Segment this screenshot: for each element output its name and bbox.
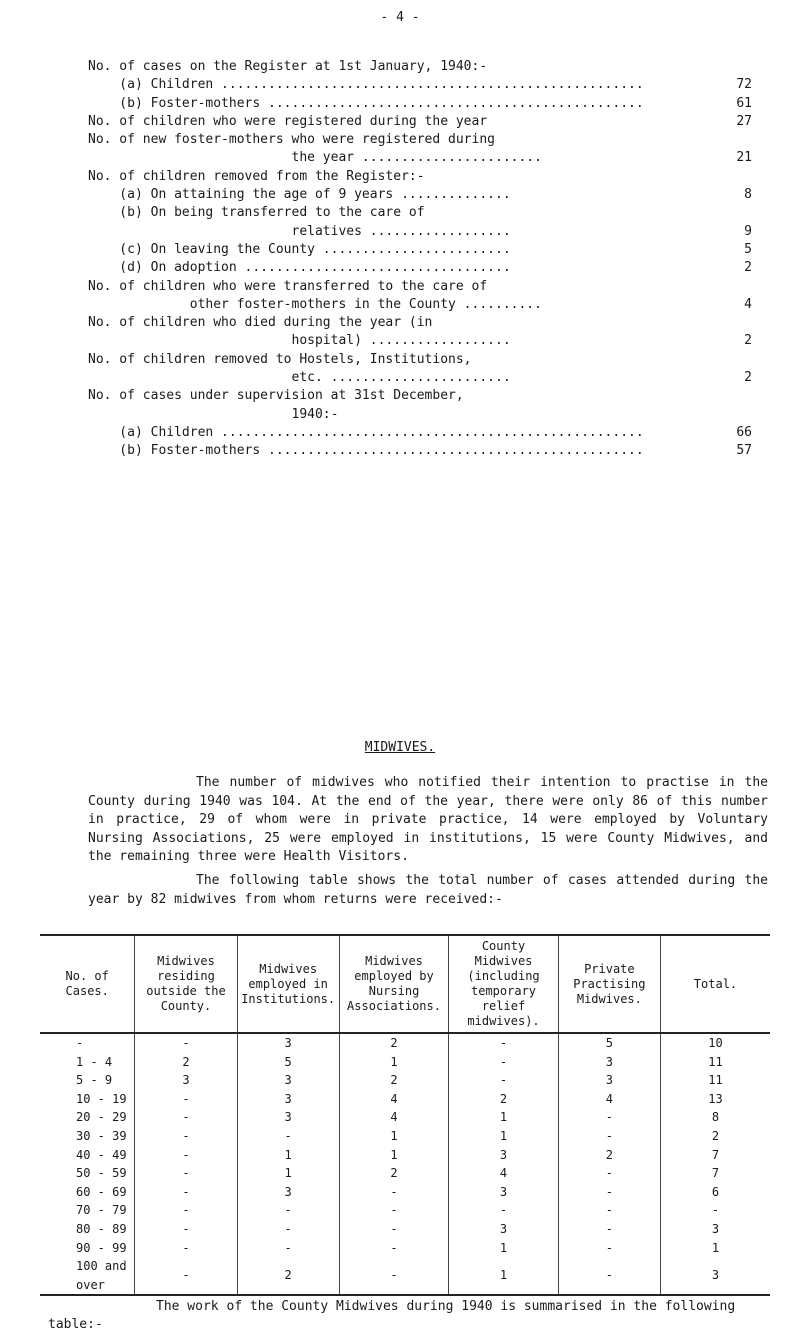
table-cell: - bbox=[449, 1053, 559, 1072]
register-value bbox=[722, 204, 752, 222]
register-value: 2 bbox=[744, 370, 752, 386]
register-value: 27 bbox=[736, 113, 752, 129]
table-cell: - bbox=[135, 1164, 237, 1183]
table-row bbox=[40, 1164, 770, 1183]
register-label: (b) On being transferred to the care of bbox=[88, 205, 425, 221]
register-value: 61 bbox=[736, 95, 752, 111]
register-row bbox=[88, 58, 752, 76]
row-label-cell: 90 - 99 bbox=[76, 1240, 127, 1255]
section-heading: MIDWIVES. bbox=[364, 740, 436, 755]
table-cell: - bbox=[449, 1033, 559, 1053]
row-label-cell: 10 - 19 bbox=[76, 1091, 127, 1106]
table-row bbox=[40, 1127, 770, 1146]
register-label: (a) Children ...................................................... bbox=[88, 424, 644, 440]
register-value: 4 bbox=[744, 296, 752, 312]
table-cell: - bbox=[558, 1220, 660, 1239]
row-label-cell: 30 - 39 bbox=[76, 1128, 127, 1143]
table-column-header: Midwives employed in Institutions. bbox=[237, 935, 339, 1033]
table-cell: 3 bbox=[237, 1033, 339, 1053]
register-value bbox=[722, 314, 752, 332]
table-cell: - bbox=[449, 1201, 559, 1220]
register-row bbox=[88, 168, 752, 186]
register-row bbox=[88, 314, 752, 332]
table-cell: 1 bbox=[449, 1257, 559, 1295]
register-label: (d) On adoption .................................. bbox=[88, 260, 511, 276]
register-value: 5 bbox=[744, 241, 752, 257]
table-cell: 1 bbox=[660, 1239, 770, 1258]
register-value: 8 bbox=[744, 187, 752, 203]
register-value: 9 bbox=[744, 223, 752, 239]
page-number: - 4 - bbox=[380, 10, 420, 25]
table-column-header: Midwives residing outside the County. bbox=[135, 935, 237, 1033]
table-cell: 3 bbox=[660, 1257, 770, 1295]
register-row bbox=[88, 369, 752, 387]
row-label-cell: 60 - 69 bbox=[76, 1184, 127, 1199]
cases-table bbox=[40, 934, 770, 1296]
table-cell: 2 bbox=[558, 1146, 660, 1165]
register-row bbox=[88, 204, 752, 222]
table-cell: 1 bbox=[339, 1053, 449, 1072]
table-cell: 3 bbox=[237, 1090, 339, 1109]
row-label-cell: - bbox=[76, 1036, 84, 1050]
register-row bbox=[88, 131, 752, 149]
table-cell: - bbox=[135, 1090, 237, 1109]
register-value: 2 bbox=[744, 260, 752, 276]
register-label: etc. ....................... bbox=[88, 370, 511, 386]
register-row bbox=[88, 387, 752, 405]
table-cell: - bbox=[339, 1201, 449, 1220]
table-cell: - bbox=[558, 1183, 660, 1202]
register-value: 66 bbox=[736, 424, 752, 440]
register-row bbox=[88, 113, 752, 131]
table-column-header: Private Practising Midwives. bbox=[558, 935, 660, 1033]
row-label-cell: 50 - 59 bbox=[76, 1166, 127, 1181]
table-row bbox=[40, 1146, 770, 1165]
table-cell: 3 bbox=[237, 1071, 339, 1090]
register-row bbox=[88, 406, 752, 424]
table-cell: - bbox=[237, 1201, 339, 1220]
table-cell: 4 bbox=[339, 1090, 449, 1109]
table-cell: 5 bbox=[237, 1053, 339, 1072]
register-row bbox=[88, 223, 752, 241]
table-cell: 6 bbox=[660, 1183, 770, 1202]
table-cell: 1 bbox=[339, 1146, 449, 1165]
register-label: No. of new foster-mothers who were registered during bbox=[88, 132, 495, 148]
table-cell: - bbox=[339, 1220, 449, 1239]
register-label: (a) Children ...................................................... bbox=[88, 77, 644, 93]
table-cell: 2 bbox=[660, 1127, 770, 1146]
table-cell: 3 bbox=[558, 1071, 660, 1090]
table-cell: 7 bbox=[660, 1146, 770, 1165]
register-label: No. of children who died during the year (in bbox=[88, 315, 433, 331]
table-cell: - bbox=[558, 1239, 660, 1258]
register-value bbox=[722, 351, 752, 369]
table-cell: - bbox=[135, 1108, 237, 1127]
table-cell: - bbox=[135, 1033, 237, 1053]
table-row bbox=[40, 1201, 770, 1220]
table-cell: - bbox=[135, 1220, 237, 1239]
register-value bbox=[722, 168, 752, 186]
table-cell: 1 bbox=[237, 1164, 339, 1183]
table-cell: - bbox=[135, 1127, 237, 1146]
table-cell: - bbox=[449, 1071, 559, 1090]
table-cell: 4 bbox=[558, 1090, 660, 1109]
table-row bbox=[40, 1033, 770, 1053]
table-column-header: No. of Cases. bbox=[40, 935, 135, 1033]
table-cell: 3 bbox=[660, 1220, 770, 1239]
table-cell: 7 bbox=[660, 1164, 770, 1183]
row-label-cell: 1 - 4 bbox=[76, 1054, 113, 1069]
register-value: 72 bbox=[736, 77, 752, 93]
register-label: No. of children removed from the Register:- bbox=[88, 168, 425, 184]
table-cell: 3 bbox=[237, 1183, 339, 1202]
register-row bbox=[88, 259, 752, 277]
table-cell: - bbox=[135, 1146, 237, 1165]
table-cell: 1 bbox=[449, 1127, 559, 1146]
table-row bbox=[40, 1053, 770, 1072]
table-cell: 3 bbox=[449, 1220, 559, 1239]
register-label: 1940:- bbox=[88, 406, 339, 422]
table-cell: 8 bbox=[660, 1108, 770, 1127]
table-cell: 11 bbox=[660, 1053, 770, 1072]
register-label: No. of cases on the Register at 1st January, 1940:- bbox=[88, 59, 488, 74]
table-cell: 2 bbox=[339, 1164, 449, 1183]
table-cell: - bbox=[558, 1127, 660, 1146]
register-row bbox=[88, 442, 752, 460]
table-cell: 3 bbox=[135, 1071, 237, 1090]
register-row bbox=[88, 296, 752, 314]
table-row bbox=[40, 1071, 770, 1090]
register-list bbox=[88, 58, 752, 461]
table-cell: 13 bbox=[660, 1090, 770, 1109]
register-row bbox=[88, 186, 752, 204]
table-body bbox=[40, 1033, 770, 1295]
table-column-header: Total. bbox=[660, 935, 770, 1033]
table-row bbox=[40, 1257, 770, 1295]
table-intro-paragraph: The following table shows the total number of cases attended during the year by 82 midwives from whom returns were received:- bbox=[88, 873, 768, 907]
register-row bbox=[88, 424, 752, 442]
register-value bbox=[722, 131, 752, 149]
register-value: 2 bbox=[744, 333, 752, 349]
table-cell: 3 bbox=[449, 1146, 559, 1165]
table-cell: 2 bbox=[449, 1090, 559, 1109]
row-label-cell: 5 - 9 bbox=[76, 1073, 113, 1088]
register-value bbox=[722, 278, 752, 296]
table-cell: 1 bbox=[339, 1127, 449, 1146]
midwives-paragraph: The number of midwives who notified their intention to practise in the County during 1940 was 104. At the end of the year, there were only 86 of this number in practice, 29 of whom were in private practice, 14 were employed by Voluntary Nursing Associations, 25 were employed in institutions, 15 were County Midwives, and the remaining three were Health Visitors. bbox=[88, 775, 768, 864]
table-cell: - bbox=[135, 1257, 237, 1295]
table-row bbox=[40, 1220, 770, 1239]
table-cell: - bbox=[339, 1257, 449, 1295]
table-cell: 2 bbox=[339, 1033, 449, 1053]
table-cell: - bbox=[135, 1183, 237, 1202]
table-cell: - bbox=[660, 1201, 770, 1220]
table-column-header: Midwives employed by Nursing Associations. bbox=[339, 935, 449, 1033]
register-value bbox=[722, 387, 752, 405]
table-cell: - bbox=[558, 1257, 660, 1295]
table-cell: - bbox=[339, 1183, 449, 1202]
register-label: hospital) .................. bbox=[88, 333, 511, 349]
table-cell: 3 bbox=[449, 1183, 559, 1202]
table-cell: - bbox=[339, 1239, 449, 1258]
register-row bbox=[88, 149, 752, 167]
table-cell: - bbox=[558, 1201, 660, 1220]
row-label-cell: 80 - 89 bbox=[76, 1221, 127, 1236]
table-cell: - bbox=[237, 1220, 339, 1239]
table-cell: 2 bbox=[237, 1257, 339, 1295]
register-value bbox=[722, 406, 752, 424]
table-row bbox=[40, 1183, 770, 1202]
table-cell: - bbox=[558, 1164, 660, 1183]
table-cell: 3 bbox=[237, 1108, 339, 1127]
register-label: No. of children who were registered during the year bbox=[88, 113, 488, 129]
register-label: No. of children removed to Hostels, Institutions, bbox=[88, 351, 472, 367]
table-cell: 10 bbox=[660, 1033, 770, 1053]
register-value: 21 bbox=[736, 150, 752, 166]
table-row bbox=[40, 1090, 770, 1109]
table-cell: - bbox=[135, 1239, 237, 1258]
table-row bbox=[40, 1239, 770, 1258]
register-value bbox=[722, 58, 752, 76]
table-cell: - bbox=[237, 1239, 339, 1258]
table-cell: - bbox=[135, 1201, 237, 1220]
row-label-cell: 100 and over bbox=[76, 1259, 127, 1292]
closing-paragraph: The work of the County Midwives during 1940 is summarised in the following table:- bbox=[48, 1299, 736, 1332]
register-row bbox=[88, 95, 752, 113]
register-value: 57 bbox=[736, 443, 752, 459]
register-row bbox=[88, 351, 752, 369]
register-label: the year ....................... bbox=[88, 150, 542, 166]
table-cell: - bbox=[558, 1108, 660, 1127]
table-row bbox=[40, 1108, 770, 1127]
row-label-cell: 20 - 29 bbox=[76, 1110, 127, 1125]
register-label: (a) On attaining the age of 9 years .............. bbox=[88, 187, 511, 203]
register-label: (b) Foster-mothers ................................................ bbox=[88, 443, 644, 459]
register-row bbox=[88, 241, 752, 259]
register-label: No. of children who were transferred to the care of bbox=[88, 278, 488, 294]
register-label: other foster-mothers in the County .......... bbox=[88, 296, 542, 312]
register-label: (c) On leaving the County ........................ bbox=[88, 241, 511, 257]
register-label: No. of cases under supervision at 31st December, bbox=[88, 388, 464, 404]
register-label: relatives .................. bbox=[88, 223, 511, 239]
table-cell: 3 bbox=[558, 1053, 660, 1072]
row-label-cell: 70 - 79 bbox=[76, 1203, 127, 1218]
table-cell: 4 bbox=[339, 1108, 449, 1127]
table-column-header: County Midwives (including temporary relief midwives). bbox=[449, 935, 559, 1033]
table-cell: 1 bbox=[449, 1108, 559, 1127]
table-cell: 1 bbox=[449, 1239, 559, 1258]
table-cell: - bbox=[237, 1127, 339, 1146]
table-cell: 2 bbox=[339, 1071, 449, 1090]
row-label-cell: 40 - 49 bbox=[76, 1147, 127, 1162]
register-row bbox=[88, 332, 752, 350]
table-cell: 5 bbox=[558, 1033, 660, 1053]
table-cell: 4 bbox=[449, 1164, 559, 1183]
register-row bbox=[88, 278, 752, 296]
table-cell: 2 bbox=[135, 1053, 237, 1072]
table-cell: 1 bbox=[237, 1146, 339, 1165]
register-label: (b) Foster-mothers ................................................ bbox=[88, 95, 644, 111]
table-cell: 11 bbox=[660, 1071, 770, 1090]
table-header-row bbox=[40, 935, 770, 1033]
register-row bbox=[88, 76, 752, 94]
